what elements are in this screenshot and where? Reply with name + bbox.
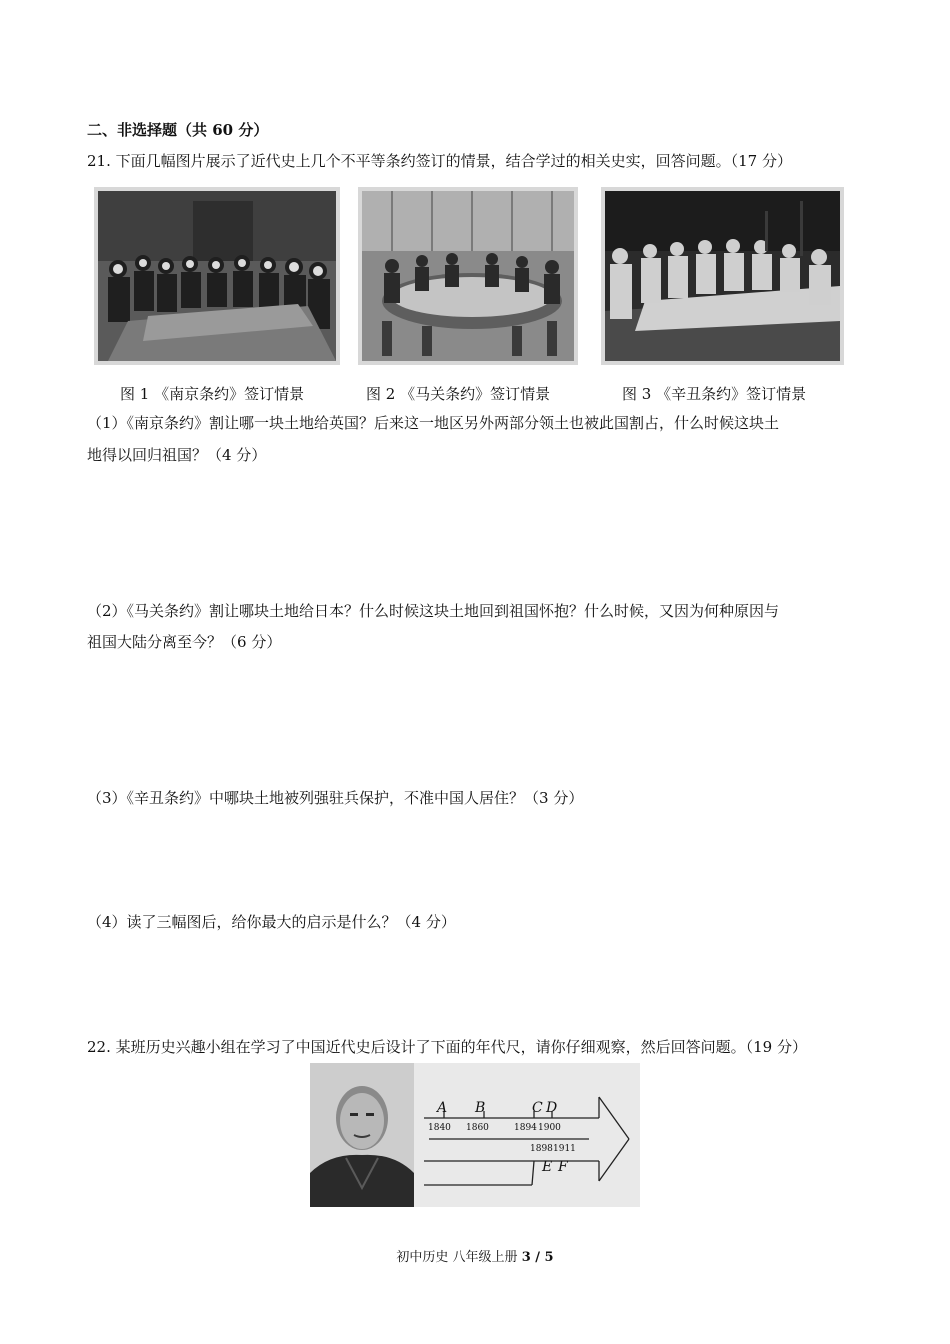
caption-figure-3: 图 3 《辛丑条约》签订情景: [622, 385, 807, 403]
timeline-year-1898: 1898: [530, 1144, 553, 1154]
timeline-year-1911: 1911: [553, 1144, 576, 1154]
timeline-letter-e: E: [542, 1159, 553, 1175]
q21-sub2-line1: （2）《马关条约》割让哪块土地给日本？什么时候这块土地回到祖国怀抱？什么时候，又因为何种原因与: [87, 602, 780, 620]
page-footer: [0, 1246, 950, 1265]
q21-sub1-line2: 地得以回归祖国？（4 分）: [87, 446, 267, 464]
timeline-letter-b: B: [475, 1100, 486, 1116]
photo-nanjing-treaty: [94, 187, 340, 365]
q21-sub2-line2: 祖国大陆分离至今？（6 分）: [87, 633, 282, 651]
photo-shimonoseki-treaty: [358, 187, 578, 365]
timeline-letter-d: D: [546, 1100, 558, 1116]
timeline-letter-a: A: [437, 1100, 448, 1116]
timeline-letter-f: F: [558, 1159, 568, 1175]
timeline-letter-c: C: [532, 1100, 543, 1116]
footer-text: 初中历史 八年级上册: [396, 1250, 518, 1265]
photo-boxer-protocol: [601, 187, 844, 365]
page-number: 3 / 5: [521, 1250, 554, 1265]
section-title: 二、非选择题（共 60 分）: [87, 121, 269, 139]
timeline-figure: [310, 1063, 640, 1207]
caption-figure-2: 图 2 《马关条约》签订情景: [366, 385, 551, 403]
portrait-photo: [310, 1063, 414, 1207]
timeline-year-1860: 1860: [466, 1123, 489, 1133]
q22-stem: 22. 某班历史兴趣小组在学习了中国近代史后设计了下面的年代尺，请你仔细观察，然后回答问题。（19 分）: [87, 1038, 807, 1056]
q21-sub1-line1: （1）《南京条约》割让哪一块土地给英国？后来这一地区另外两部分领土也被此国割占，什么时候这块土: [87, 414, 780, 432]
timeline-year-1840: 1840: [428, 1123, 451, 1133]
caption-figure-1: 图 1 《南京条约》签订情景: [120, 385, 305, 403]
timeline-arrow: [414, 1063, 640, 1207]
q21-sub4: （4）读了三幅图后，给你最大的启示是什么？（4 分）: [87, 913, 456, 931]
q21-stem: 21. 下面几幅图片展示了近代史上几个不平等条约签订的情景，结合学过的相关史实，回答问题。（17 分）: [87, 152, 792, 170]
timeline-year-1894: 1894: [514, 1123, 537, 1133]
timeline-year-1900: 1900: [538, 1123, 561, 1133]
q21-sub3: （3）《辛丑条约》中哪块土地被列强驻兵保护，不准中国人居住？（3 分）: [87, 789, 584, 807]
